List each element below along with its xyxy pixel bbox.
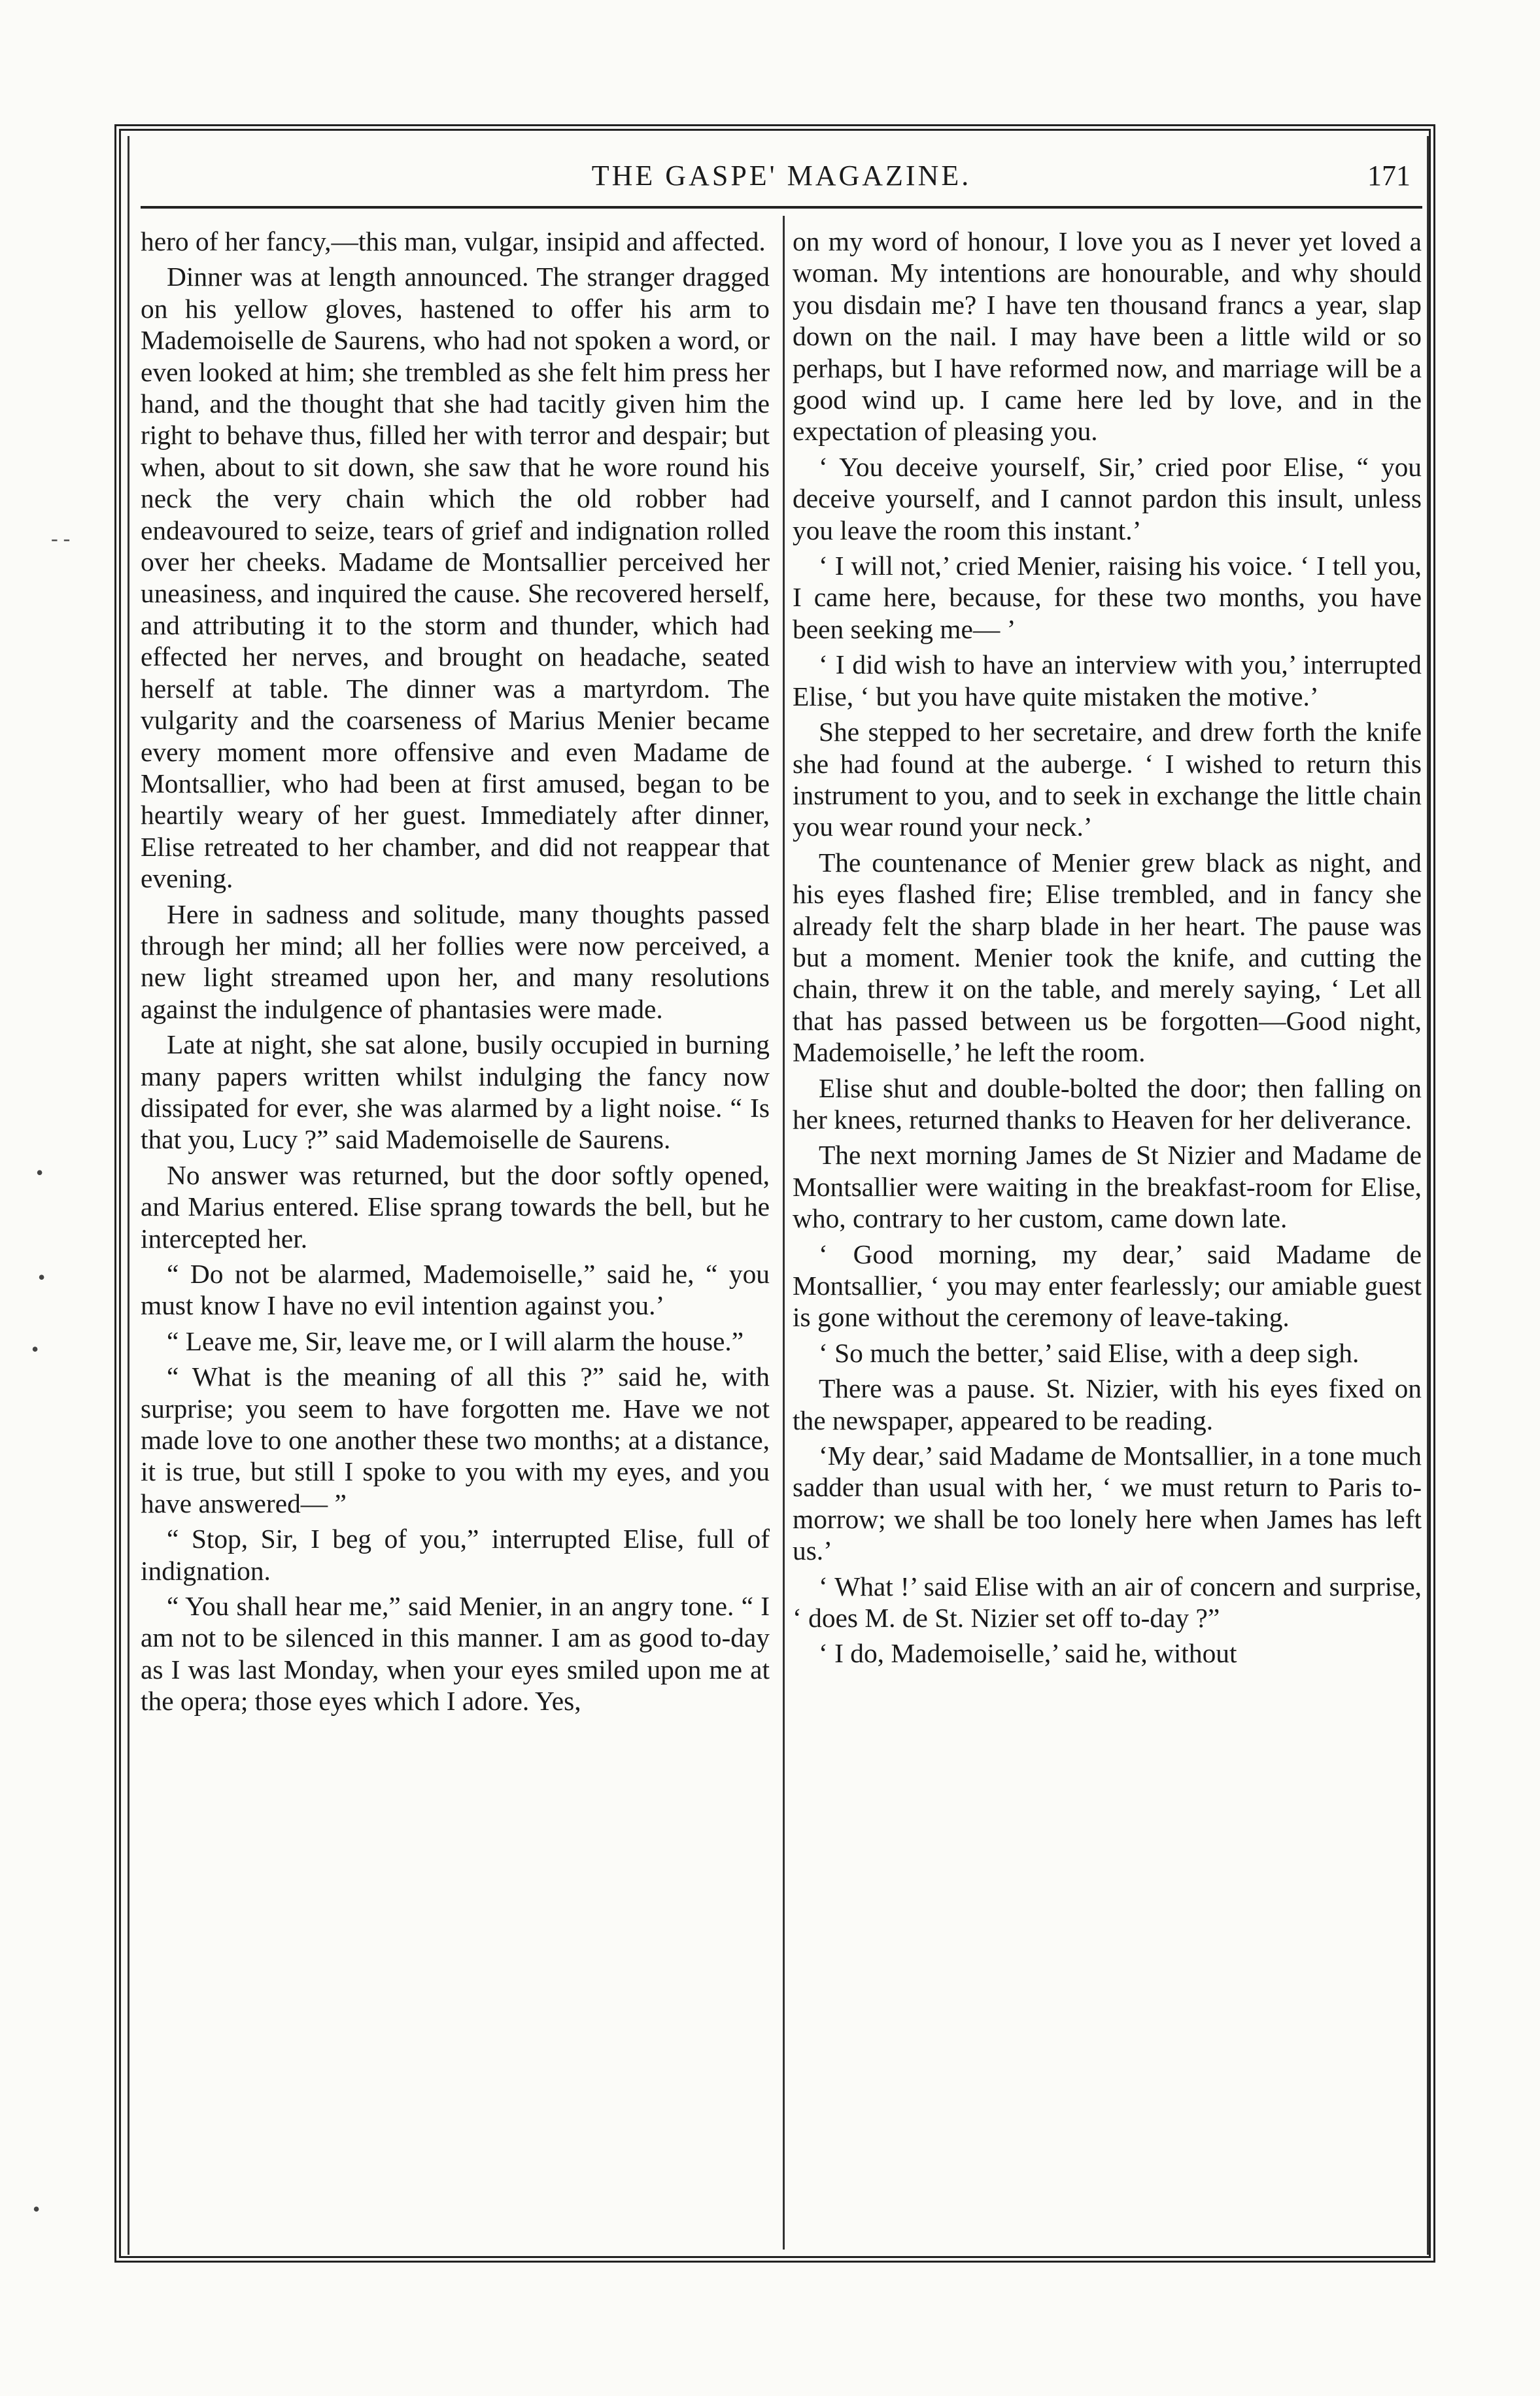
paragraph: ‘ I do, Mademoiselle,’ said he, without — [819, 1638, 1237, 1669]
paragraph: Elise shut and double-bolted the door; then falling on her knees, returned thanks to Heaven for her deliverance. — [793, 1072, 1422, 1135]
paragraph: “ Leave me, Sir, leave me, or I will alarm the house.” — [167, 1326, 744, 1356]
right-column — [793, 226, 1422, 1673]
paragraph: on my word of honour, I love you as I never yet loved a woman. My intentions are honourable, and why should you disdain me? I have ten thousand francs a year, slap down on the nail. I may have been a little wild or so perhaps, but I have reformed now, and marriage will be a good wind up. I came here led by love, and in the expectation of pleasing you. — [793, 226, 1422, 447]
margin-mark: - - — [51, 526, 71, 550]
paragraph: She stepped to her secretaire, and drew forth the knife she had found at the auberge. ‘ I wished to return this instrument to you, and to seek in exchange the little chain you wear round your neck.’ — [793, 717, 1422, 842]
paragraph: “ Do not be alarmed, Mademoiselle,” said he, “ you must know I have no evil intention against you.’ — [141, 1259, 770, 1321]
paragraph: The next morning James de St Nizier and Madame de Montsallier were waiting in the breakfast-room for Elise, who, contrary to her custom, came down late. — [793, 1140, 1422, 1234]
paragraph: ‘ I did wish to have an interview with you,’ interrupted Elise, ‘ but you have quite mistaken the motive.’ — [793, 649, 1422, 711]
paragraph: ‘ Good morning, my dear,’ said Madame de Montsallier, ‘ you may enter fearlessly; our amiable guest is gone without the ceremony of leave-taking. — [793, 1239, 1422, 1333]
margin-mark: • — [36, 1161, 44, 1184]
margin-mark: • — [33, 2197, 41, 2221]
paragraph: The countenance of Menier grew black as night, and his eyes flashed fire; Elise trembled, and in fancy she already felt the sharp blade in her heart. The pause was but a moment. Menier took the knife, and cutting the chain, threw it on the table, and merely saying, ‘ Let all that has passed between us be forgotten—Good night, Mademoiselle,’ he left the room. — [793, 847, 1422, 1068]
page-header — [141, 141, 1422, 209]
paragraph: ‘ So much the better,’ said Elise, with a deep sigh. — [819, 1337, 1360, 1368]
left-column — [141, 226, 770, 1721]
paragraph: Here in sadness and solitude, many thoughts passed through her mind; all her follies were now perceived, a new light streamed upon her, and many resolutions against the indulgence of phantasies were made. — [141, 898, 770, 1024]
running-title: THE GASPE' MAGAZINE. — [591, 160, 972, 192]
paragraph: “ You shall hear me,” said Menier, in an angry tone. “ I am not to be silenced in this manner. I am as good to-day as I was last Monday, when your eyes smiled upon me at the opera; those eyes which I adore. Yes, — [141, 1591, 770, 1717]
paragraph: ‘ What !’ said Elise with an air of concern and surprise, ‘ does M. de St. Nizier set off to-day ?” — [793, 1571, 1422, 1634]
paragraph: ‘ I will not,’ cried Menier, raising his voice. ‘ I tell you, I came here, because, for these two months, you have been seeking me— ’ — [793, 551, 1422, 644]
margin-mark: • — [38, 1265, 46, 1289]
margin-mark: • — [31, 1337, 39, 1361]
paragraph: “ What is the meaning of all this ?” said he, with surprise; you seem to have forgotten me. Have we not made love to one another these two months; at a distance, it is true, but still I spoke to you with my eyes, and you have answered— ” — [141, 1361, 770, 1518]
paragraph: No answer was returned, but the door softly opened, and Marius entered. Elise sprang towards the bell, but he intercepted her. — [141, 1159, 770, 1254]
paragraph: ‘ You deceive yourself, Sir,’ cried poor Elise, “ you deceive yourself, and I cannot pardon this insult, unless you leave the room this instant.’ — [793, 451, 1422, 545]
paragraph: “ Stop, Sir, I beg of you,” interrupted Elise, full of indignation. — [141, 1524, 770, 1586]
paragraph: Dinner was at length announced. The stranger dragged on his yellow gloves, hastened to offer his arm to Mademoiselle de Saurens, who had not spoken a word, or even looked at him; she trembled as she felt him press her hand, and the thought that she had tacitly given him the right to behave thus, filled her with terror and despair; but when, about to sit down, she saw that he wore round his neck the very chain which the old robber had endeavoured to seize, tears of grief and indignation rolled over her cheeks. Madame de Montsallier perceived her uneasiness, and inquired the cause. She recovered herself, and attributing it to the storm and thunder, which had effected her nerves, and brought on headache, seated herself at table. The dinner was a martyrdom. The vulgarity and the coarseness of Marius Menier became every moment more offensive and even Madame de Montsallier, who had been at first amused, began to be heartily weary of her guest. Immediately after dinner, Elise retreated to her chamber, and did not reappear that evening. — [141, 262, 770, 894]
paragraph: hero of her fancy,—this man, vulgar, insipid and affected. — [141, 226, 766, 256]
paragraph: Late at night, she sat alone, busily occupied in burning many papers written whilst indulging the fancy now dissipated for ever, she was alarmed by a light noise. “ Is that you, Lucy ?” said Mademoiselle de Saurens. — [141, 1029, 770, 1155]
paragraph: There was a pause. St. Nizier, with his eyes fixed on the newspaper, appeared to be reading. — [793, 1373, 1422, 1435]
page-number: 171 — [1367, 160, 1411, 192]
paragraph: ‘My dear,’ said Madame de Montsallier, in a tone much sadder than usual with her, ‘ we must return to Paris to-morrow; we shall be too lonely here when James has left us.’ — [793, 1441, 1422, 1566]
column-divider — [783, 216, 785, 2250]
